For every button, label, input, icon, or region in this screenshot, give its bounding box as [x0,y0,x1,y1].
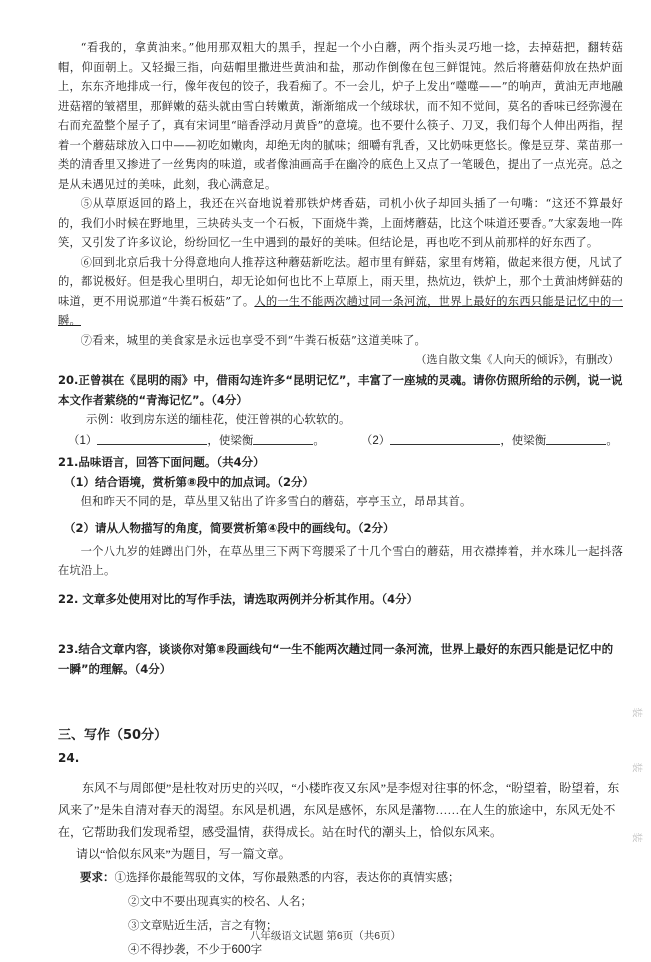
answer-space-23[interactable] [58,679,623,725]
question-21-part-2: （2）请从人物描写的角度，简要赏析第④段中的画线句。（2分） [64,520,395,535]
underlined-sentence: 人的一生不能两次趟过同一条河流，世界上最好的东西只能是记忆中的一瞬。 [58,294,623,327]
question-21-quote-1: 但和昨天不同的是，草丛里又钻出了许多雪白的蘑菇，亭亭玉立，昂昂其首。 [80,495,472,508]
writing-instruction: 请以“恰似东风来”为题目，写一篇文章。 [76,846,291,861]
requirement-1 [58,865,623,890]
writing-prompt: 东风不与周郎便”是杜牧对历史的兴叹，“小楼昨夜又东风”是李煜对往事的怀念，“盼望着，盼望着，东风来了”是朱自清对春天的渴望。东风是机遇，东风是感怀，东风是藩物……在人生的旅途中，东风无处不在，它帮助我们发现希望，感受温情，获得成长。站在时代的潮头上，恰似东风来。 [58,780,620,839]
margin-mark-2: 装 [630,762,642,773]
requirement-2: ②文中不要出现真实的校名、人名； [128,895,312,908]
question-21-quote-2: 一个八九岁的娃蹲出门外，在草丛里三下两下弯腰采了十几个雪白的蘑菇，用衣襟捧着，并水珠儿一起抖落在坑沿上。 [58,544,623,577]
blank-1-end: 。 [313,435,325,447]
question-20-example: 示例：收到房东送的缅桂花，使汪曾祺的心软软的。 [86,414,351,426]
passage-paragraph-6 [58,253,623,331]
question-21-part-1: （1）结合语境，赏析第⑧段中的加点词。（2分） [64,475,314,489]
question-23: 23.结合文章内容，谈谈你对第⑧段画线句“一生不能两次趟过同一条河流，世界上最好的东西只能是记忆中的一瞬”的理解。（4分） [58,641,614,676]
blank-2-mid: ，使梁衡 [500,435,547,447]
requirement-1-text: ①选择你最能驾驭的文体，写你最熟悉的内容，表达你的真情实感； [114,871,460,884]
blank-1-feeling-line[interactable] [253,430,313,445]
requirement-3: ③文章贴近生活，言之有物； [128,919,278,932]
question-20: 20.正曾祺在《昆明的雨》中，借雨勾连许多“昆明记忆”，丰富了一座城的灵魂。请你仿照所给的示例，说一说本文作者萦绕的“青海记忆”。（4分） [58,373,623,407]
question-22: 22. 文章多处使用对比的写作手法，请选取两例并分析其作用。（4分） [58,591,419,606]
blank-2-label: （2） [360,435,391,447]
blank-1-answer-line[interactable] [97,430,207,445]
passage-paragraph-5: ⑤从草原返回的路上，我还在兴奋地说着那铁炉烤香菇，司机小伙子却回头插了一句嘴：“这还不算最好的，我们小时候在野地里，三块砖头支一个石板，下面烧牛粪，上面烤蘑菇，比这个味道还要香。”大家轰地一阵笑，又引发了许多议论，纷纷回忆一生中遇到的最好的美味。但结论是，再也吃不到从前那样的好东西了。 [58,197,623,249]
margin-mark-3: 装 [630,832,642,843]
blank-2-answer-line[interactable] [390,430,500,445]
blank-2-end: 。 [606,435,618,447]
question-21: 21.品味语言，回答下面问题。（共4分） [58,455,265,469]
blank-1-label: （1） [68,435,98,447]
page-footer: 八年级语文试题 第6页（共6页） [249,930,402,942]
writing-section-heading: 三、写作（50分） [58,727,168,743]
passage-paragraph-4: “看我的，拿黄油来。”他用那双粗大的黑手，捏起一个小白蘑，两个指头灵巧地一捻，去掉菇把，翻转菇帽，仰面朝上。又轻撮三指，向菇帽里撒进些黄油和盐，那动作倒像在包三鲜馄饨。然后将蘑菇仰放在热炉面上，东东齐地排成一行，像年夜包的饺子，我看痴了。不一会儿，炉子上发出“噬噬——”的响声，黄油无声地融进菇褶的皱褶里，那鲜嫩的菇头就由雪白转嫩黄，渐渐缩成一个绒球状，而不知不觉间，莫名的香味已经弥漫在右而充盈整个屋子了，真有宋词里“暗香浮动月黄昏”的意境。也不要什么筷子、刀叉，我们每个人伸出两指，捏着一个蘑菇球放入口中——初吃如嫩肉，却绝无肉的腻味；细嚼有乳香，又比奶味更悠长。像是豆芽、菜苗那一类的清香里又掺进了一丝隽肉的味道，或者像油画高手在幽冷的底色上又点了一笔暖色，提出了一点光亮。总之是从未遇见过的美味，此刻，我心满意足。 [58,41,623,191]
requirement-4: ④不得抄袭，不少于600字 [128,943,263,956]
passage-source: （选自散文集《人向天的倾诉》，有删改） [415,353,619,366]
requirement-label: 要求： [80,869,115,884]
passage-paragraph-7: ⑦看来，城里的美食家是永远也享受不到“牛粪石板菇”这道美味了。 [80,333,426,347]
blank-2-feeling-line[interactable] [546,430,606,445]
blank-1-mid: ，使梁衡 [207,435,254,447]
question-24-number: 24. [58,750,80,765]
question-20-blanks [58,430,623,452]
margin-mark-1: 装 [630,707,642,718]
paragraph-6-text: ⑥回到北京后我十分得意地向人推荐这种蘑菇新吃法。超市里有鲜菇，家里有烤箱，做起来很方便，凡试了的，都说极好。但是我心里明白，却无论如何也比不上草原上，雨天里，热炕边，铁炉上，那个土黄油烤鲜菇的味道，更不用说那道“牛粪石板菇”了。 [58,255,623,308]
answer-space-22[interactable] [58,609,623,639]
